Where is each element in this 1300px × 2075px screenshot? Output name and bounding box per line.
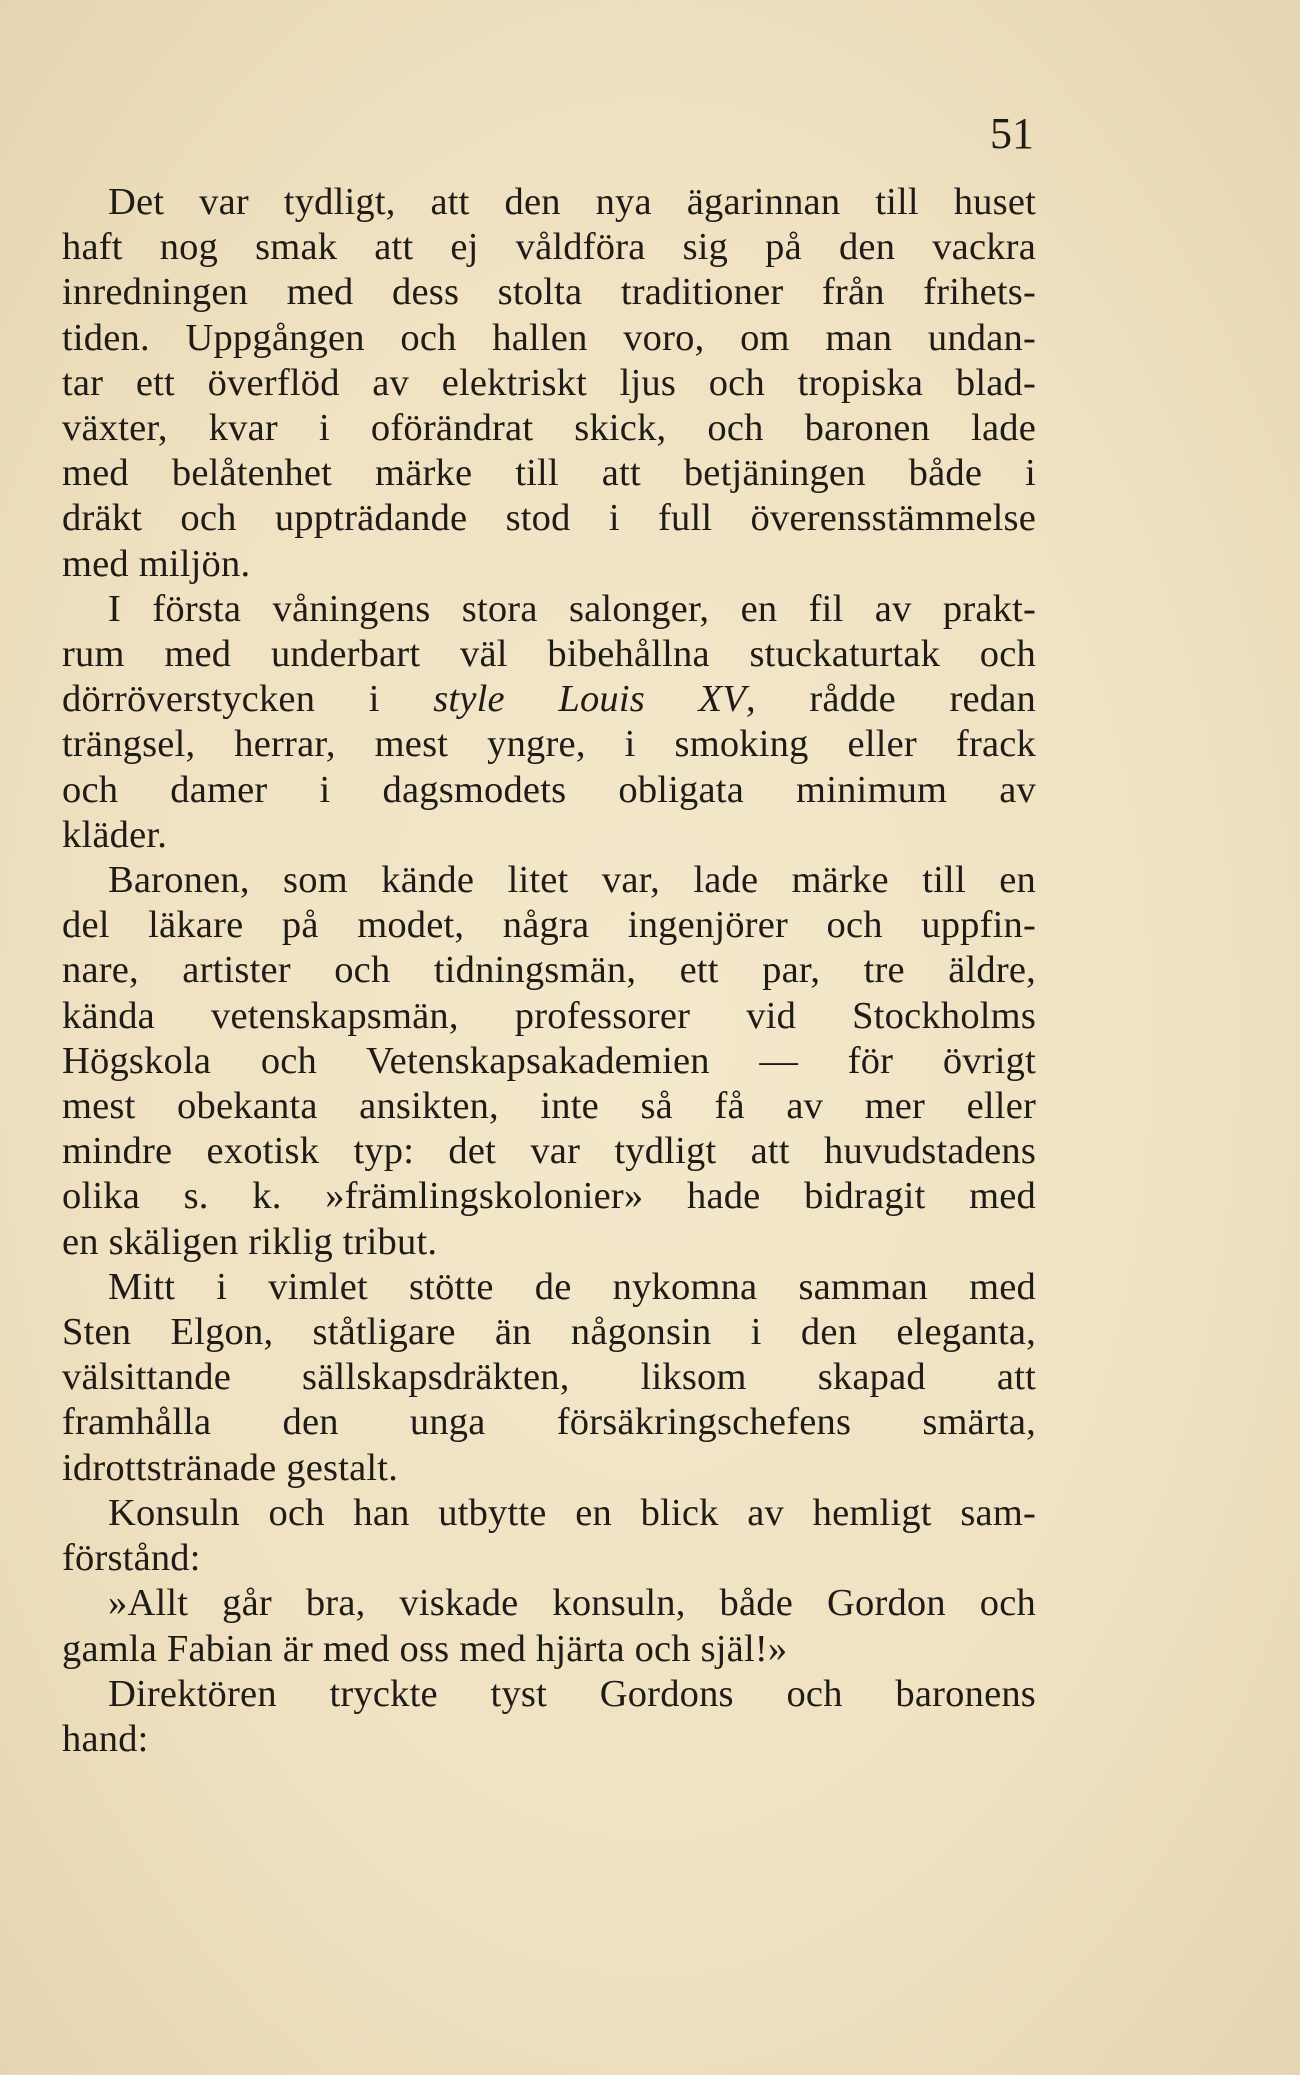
text-line: framhålla den unga försäkringschefens smärta, [62, 1401, 1036, 1444]
text-line: haft nog smak att ej våldföra sig på den vackra [62, 226, 1036, 269]
text-line: olika s. k. »främlingskolonier» hade bidragit med [62, 1175, 1036, 1218]
italic-phrase: style Louis XV [433, 678, 746, 721]
text-line: och damer i dagsmodets obligata minimum av [62, 768, 1036, 811]
text-line: trängsel, herrar, mest yngre, i smoking eller frack [62, 723, 1036, 766]
text-line: med miljön. [62, 542, 251, 585]
text-line: Mitt i vimlet stötte de nykomna samman med [108, 1265, 1036, 1308]
text-line: kläder. [62, 813, 168, 856]
text-line: tiden. Uppgången och hallen voro, om man undan- [62, 316, 1036, 359]
text-line: Det var tydligt, att den nya ägarinnan till huset [108, 181, 1036, 223]
text-line: rum med underbart väl bibehållna stuckaturtak och [62, 633, 1036, 676]
text-line: Sten Elgon, ståtligare än någonsin i den eleganta, [62, 1311, 1036, 1354]
text-line: I första våningens stora salonger, en fil av prakt- [108, 587, 1036, 630]
text-line: Direktören tryckte tyst Gordons och baronens [108, 1672, 1036, 1715]
text-line: dräkt och uppträdande stod i full överensstämmelse [62, 497, 1036, 540]
text-line: inredningen med dess stolta traditioner från frihets- [62, 271, 1036, 314]
text-line: välsittande sällskapsdräkten, liksom skapad att [62, 1356, 1036, 1399]
text-line: Konsuln och han utbytte en blick av hemligt sam- [108, 1491, 1036, 1534]
text-line: förstånd: [62, 1537, 201, 1580]
text-line: mest obekanta ansikten, inte så få av mer eller [62, 1085, 1036, 1128]
text-line: en skäligen riklig tribut. [62, 1220, 438, 1263]
text-line: hand: [62, 1717, 149, 1760]
text-line: dörröverstycken i style Louis XV, rådde redan [62, 678, 1036, 721]
text-line: del läkare på modet, några ingenjörer och uppfin- [62, 904, 1036, 947]
text-line: nare, artister och tidningsmän, ett par, tre äldre, [62, 949, 1036, 992]
text-line: kända vetenskapsmän, professorer vid Stockholms [62, 994, 1036, 1037]
text-line: idrottstränade gestalt. [62, 1446, 399, 1489]
text-line: växter, kvar i oförändrat skick, och baronen lade [62, 407, 1036, 450]
text-line: med belåtenhet märke till att betjäningen både i [62, 452, 1036, 495]
text-line: »Allt går bra, viskade konsuln, både Gordon och [108, 1582, 1036, 1625]
text-line: Högskola och Vetenskapsakademien — för övrigt [62, 1039, 1036, 1082]
text-line: tar ett överflöd av elektriskt ljus och tropiska blad- [62, 361, 1036, 404]
text-line: gamla Fabian är med oss med hjärta och själ!» [62, 1627, 788, 1670]
body-text [62, 180, 1036, 1762]
text-line: mindre exotisk typ: det var tydligt att huvudstadens [62, 1130, 1036, 1173]
page-number: 51 [990, 109, 1034, 158]
text-line: Baronen, som kände litet var, lade märke till en [108, 859, 1036, 902]
